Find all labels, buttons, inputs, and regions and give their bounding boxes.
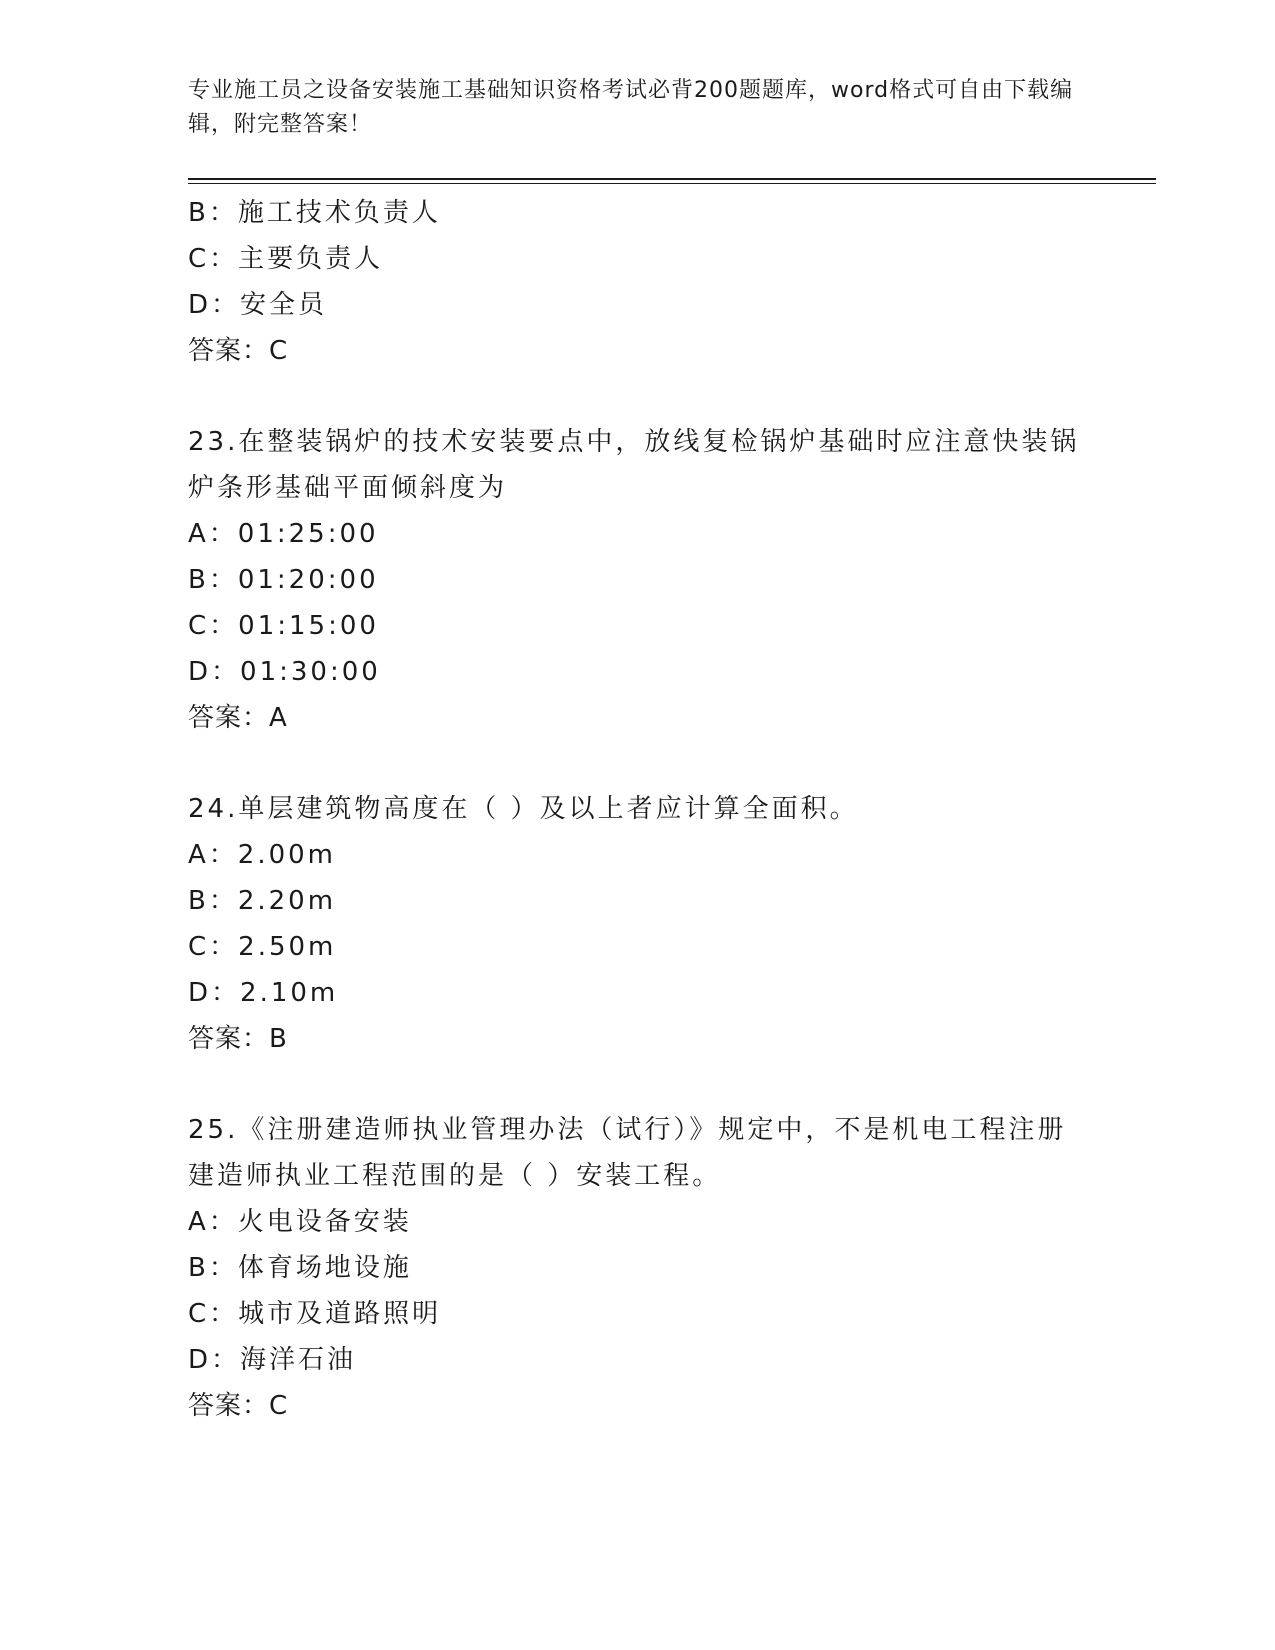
- answer-line: 答案：A: [188, 703, 288, 733]
- answer-line: 答案：B: [188, 1024, 288, 1054]
- question-text-line: 24.单层建筑物高度在（ ）及以上者应计算全面积。: [188, 794, 859, 824]
- header-divider-thick: [188, 178, 1156, 180]
- option-d: D：海洋石油: [188, 1345, 357, 1375]
- option-a: A：01:25:00: [188, 519, 379, 549]
- option-d: D：安全员: [188, 290, 328, 320]
- question-text-line: 建造师执业工程范围的是（ ）安装工程。: [188, 1161, 722, 1191]
- option-a: A：2.00m: [188, 840, 337, 870]
- answer-line: 答案：C: [188, 1391, 289, 1421]
- spacer: [188, 1062, 1088, 1107]
- option-b: B：施工技术负责人: [188, 198, 441, 228]
- option-a: A：火电设备安装: [188, 1207, 412, 1237]
- question-23: [188, 419, 1088, 741]
- spacer: [188, 374, 1088, 419]
- option-b: B：01:20:00: [188, 565, 379, 595]
- question-25: [188, 1107, 1088, 1429]
- question-text-line: 炉条形基础平面倾斜度为: [188, 473, 508, 503]
- option-c: C：01:15:00: [188, 611, 379, 641]
- option-c: C：主要负责人: [188, 244, 384, 274]
- question-24: [188, 786, 1088, 1062]
- question-22-tail: [188, 190, 1088, 374]
- option-d: D：2.10m: [188, 978, 339, 1008]
- spacer: [188, 741, 1088, 786]
- answer-line: 答案：C: [188, 336, 289, 366]
- option-c: C：2.50m: [188, 932, 337, 962]
- document-header-title: 专业施工员之设备安装施工基础知识资格考试必背200题题库，word格式可自由下载编辑，附完整答案！: [188, 78, 1074, 137]
- header-divider-thin: [188, 183, 1156, 184]
- question-text-line: 23.在整装锅炉的技术安装要点中，放线复检锅炉基础时应注意快装锅: [188, 427, 1080, 457]
- option-b: B：体育场地设施: [188, 1253, 412, 1283]
- option-d: D：01:30:00: [188, 657, 381, 687]
- option-c: C：城市及道路照明: [188, 1299, 442, 1329]
- document-body: [188, 190, 1088, 1429]
- question-text-line: 25.《注册建造师执业管理办法（试行）》规定中，不是机电工程注册: [188, 1115, 1067, 1145]
- option-b: B：2.20m: [188, 886, 337, 916]
